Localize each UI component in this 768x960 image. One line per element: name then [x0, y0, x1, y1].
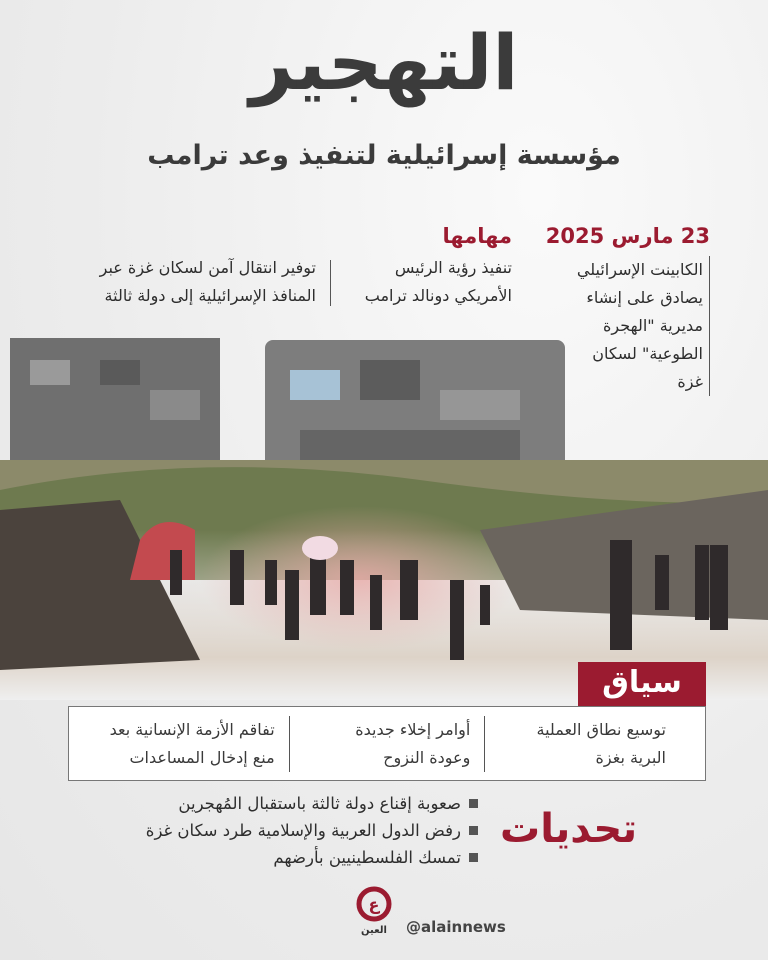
challenge-item	[146, 821, 478, 840]
line: المنافذ الإسرائيلية إلى دولة ثالثة	[104, 286, 316, 305]
line: الأمريكي دونالد ترامب	[364, 286, 512, 305]
task-item-1	[365, 254, 512, 310]
tasks-heading: مهامها	[442, 224, 512, 248]
challenge-text: صعوبة إقناع دولة ثالثة باستقبال المُهجرين	[178, 794, 461, 813]
line: منع إدخال المساعدات	[129, 747, 275, 767]
bullet-square-icon	[469, 853, 478, 862]
line: مديرية "الهجرة	[603, 316, 703, 335]
context-item-2	[290, 716, 486, 772]
bullet-square-icon	[469, 826, 478, 835]
line: وعودة النزوح	[383, 747, 471, 767]
divider	[330, 260, 331, 306]
line: الطوعية" لسكان	[592, 344, 703, 363]
gaza-displacement-photo	[0, 330, 768, 700]
social-handle: @alainnews	[406, 918, 506, 936]
line: يصادق على إنشاء	[586, 288, 703, 307]
alain-logo	[355, 886, 393, 936]
context-item-1	[485, 716, 680, 772]
page-title: التهجير	[249, 18, 519, 107]
bullet-square-icon	[469, 799, 478, 808]
context-item-3	[94, 716, 290, 772]
context-label: سياق	[578, 662, 706, 706]
page-subtitle: مؤسسة إسرائيلية لتنفيذ وعد ترامب	[147, 140, 621, 171]
context-box	[68, 706, 706, 781]
logo-text: العين	[361, 925, 387, 936]
challenge-item	[178, 794, 478, 813]
line: تفاقم الأزمة الإنسانية بعد	[109, 719, 275, 739]
challenge-item	[273, 848, 478, 867]
line: غزة	[677, 372, 703, 391]
challenge-text: تمسك الفلسطينيين بأرضهم	[273, 848, 461, 867]
line: البرية بغزة	[595, 747, 666, 767]
svg-text:ع: ع	[368, 895, 380, 914]
line: الكابينت الإسرائيلي	[576, 260, 703, 279]
line: توفير انتقال آمن لسكان غزة عبر	[99, 258, 316, 277]
task-item-2	[100, 254, 316, 310]
line: تنفيذ رؤية الرئيس	[394, 258, 512, 277]
alain-logo-icon	[356, 886, 392, 922]
line: أوامر إخلاء جديدة	[355, 719, 471, 739]
challenges-label: تحديات	[500, 806, 638, 852]
line: توسيع نطاق العملية	[536, 719, 666, 739]
date-heading: 23 مارس 2025	[545, 224, 710, 248]
challenge-text: رفض الدول العربية والإسلامية طرد سكان غزة	[145, 821, 461, 840]
